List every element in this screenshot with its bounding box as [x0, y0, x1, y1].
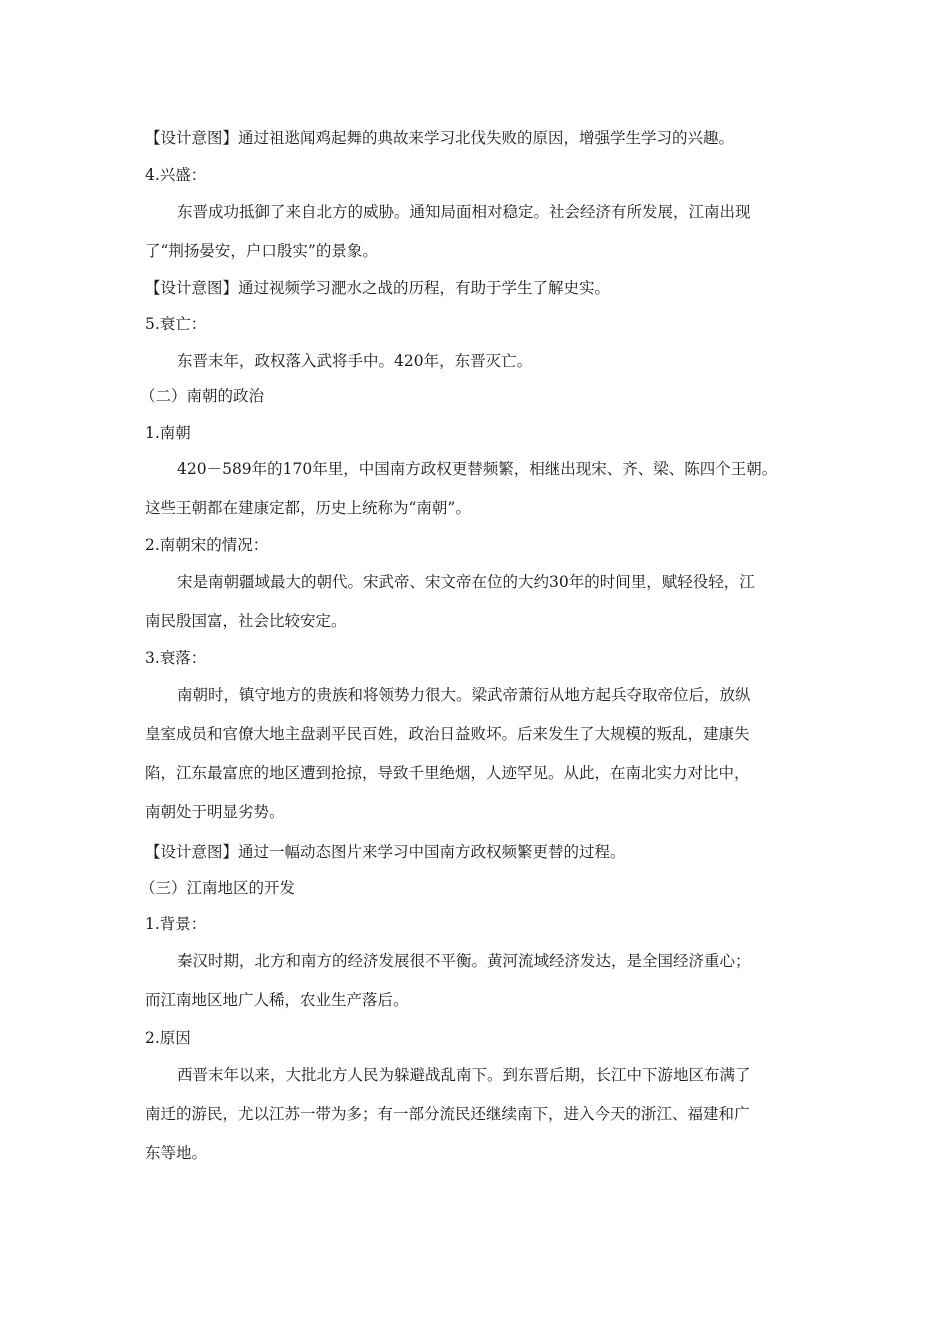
body-paragraph: 南民殷国富，社会比较安定。	[145, 612, 347, 630]
section-heading: 2.南朝宋的情况：	[145, 536, 269, 554]
section-heading: 1.背景：	[145, 915, 207, 933]
body-paragraph: 陷，江东最富庶的地区遭到抢掠，导致千里绝烟，人迹罕见。从此，在南北实力对比中，	[145, 764, 750, 782]
body-paragraph: 东晋末年，政权落入武将手中。420年，东晋灭亡。	[177, 352, 533, 370]
section-heading: 3.衰落：	[145, 649, 207, 667]
section-heading: 4.兴盛：	[145, 166, 207, 184]
body-paragraph: 东等地。	[145, 1144, 208, 1162]
body-paragraph: 南朝时，镇守地方的贵族和将领势力很大。梁武帝萧衍从地方起兵夺取帝位后，放纵	[177, 686, 751, 704]
design-intent-paragraph: 【设计意图】通过祖逖闻鸡起舞的典故来学习北伐失败的原因，增强学生学习的兴趣。	[145, 129, 735, 147]
section-heading: 1.南朝	[145, 424, 191, 442]
section-heading: 2.原因	[145, 1029, 191, 1047]
design-intent-paragraph: 【设计意图】通过视频学习淝水之战的历程，有助于学生了解史实。	[145, 279, 611, 297]
body-paragraph: 宋是南朝疆域最大的朝代。宋武帝、宋文帝在位的大约30年的时间里，赋轻役轻，江	[177, 573, 755, 591]
body-paragraph: 西晋末年以来，大批北方人民为躲避战乱南下。到东晋后期，长江中下游地区布满了	[177, 1066, 751, 1084]
body-paragraph: 了“荆扬晏安，户口殷实”的景象。	[145, 242, 378, 260]
body-paragraph: 东晋成功抵御了来自北方的威胁。通知局面相对稳定。社会经济有所发展，江南出现	[177, 203, 751, 221]
body-paragraph: 秦汉时期，北方和南方的经济发展很不平衡。黄河流域经济发达，是全国经济重心；	[177, 952, 751, 970]
chapter-heading: （三）江南地区的开发	[140, 879, 296, 897]
body-paragraph: 而江南地区地广人稀，农业生产落后。	[145, 991, 409, 1009]
body-paragraph: 皇室成员和官僚大地主盘剥平民百姓，政治日益败坏。后来发生了大规模的叛乱，建康失	[145, 725, 750, 743]
section-heading: 5.衰亡：	[145, 315, 207, 333]
body-paragraph: 这些王朝都在建康定都，历史上统称为“南朝”。	[145, 499, 471, 517]
body-paragraph: 南朝处于明显劣势。	[145, 803, 285, 821]
body-paragraph: 420－589年的170年里，中国南方政权更替频繁，相继出现宋、齐、梁、陈四个王朝。	[177, 460, 778, 478]
body-paragraph: 南迁的游民，尤以江苏一带为多；有一部分流民还继续南下，进入今天的浙江、福建和广	[145, 1105, 750, 1123]
chapter-heading: （二）南朝的政治	[140, 387, 265, 405]
design-intent-paragraph: 【设计意图】通过一幅动态图片来学习中国南方政权频繁更替的过程。	[145, 843, 626, 861]
